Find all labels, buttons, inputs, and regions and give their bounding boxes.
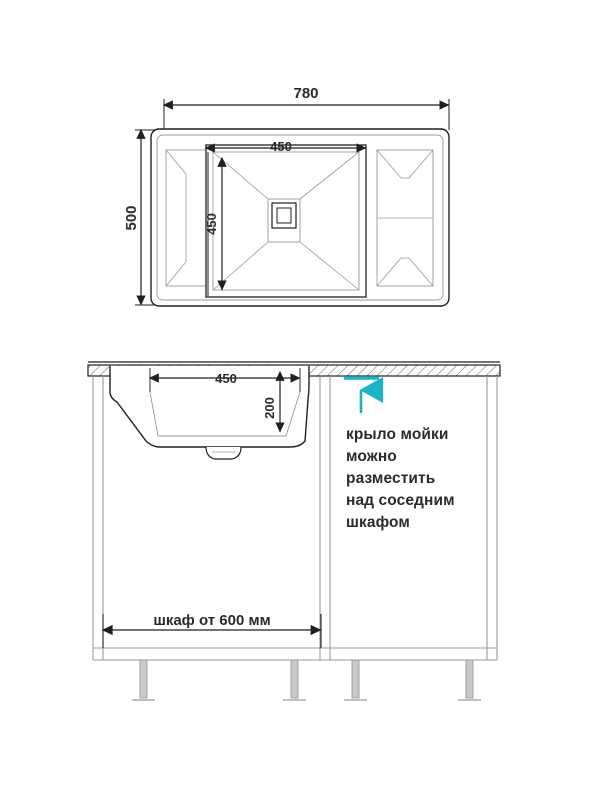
top-view-bowl [206, 145, 366, 297]
side-view-bowl-depth-label: 200 [262, 397, 277, 419]
top-view-bowl-width-label: 450 [270, 139, 292, 154]
note-line-1: крыло мойки [346, 426, 449, 443]
top-view-width-dimension [164, 99, 449, 130]
note-line-4: над соседним [346, 492, 455, 509]
cabinet-legs [132, 660, 481, 700]
note-line-5: шкафом [346, 514, 410, 531]
cabinet-width-label: шкаф от 600 мм [153, 612, 271, 629]
note-line-2: можно [346, 448, 397, 465]
side-view-sink-profile [110, 366, 309, 459]
side-view-bowl-width-label: 450 [215, 371, 237, 386]
wing-placement-note [346, 424, 546, 534]
wing-placement-arrow [344, 378, 379, 413]
top-view-width-label: 780 [293, 85, 319, 102]
note-line-3: разместить [346, 470, 436, 487]
top-view-height-label: 500 [123, 205, 140, 231]
top-view-bowl-height-label: 450 [204, 213, 219, 235]
